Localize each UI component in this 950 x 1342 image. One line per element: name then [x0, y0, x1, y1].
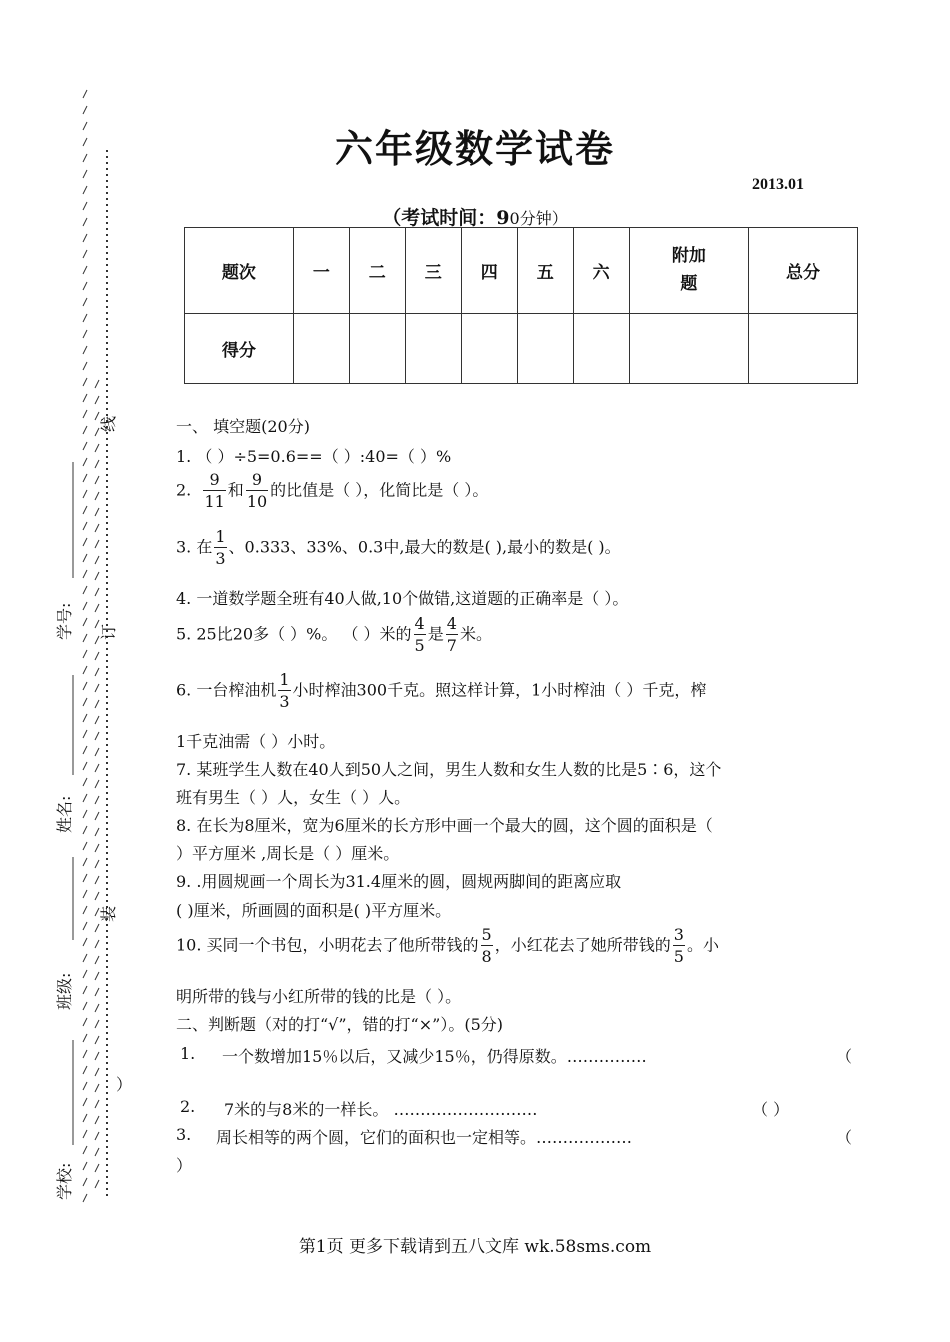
binding-slash — [83, 650, 87, 658]
binding-slash — [83, 666, 87, 674]
score-header: 五 — [517, 228, 573, 314]
class-label: 班级: — [55, 972, 74, 1010]
binding-slash — [83, 682, 87, 690]
binding-slash — [83, 1002, 87, 1010]
binding-slash — [83, 826, 87, 834]
score-header: 题次 — [185, 228, 294, 314]
binding-slash — [83, 346, 87, 354]
question-8-line2: ）平方厘米 ,周长是（ ）厘米。 — [176, 844, 400, 863]
score-cell[interactable] — [573, 314, 629, 384]
binding-slash — [83, 698, 87, 706]
section2-heading: 二、判断题（对的打“√”，错的打“×”）。(5分) — [176, 1015, 503, 1034]
binding-slash — [95, 956, 99, 964]
score-cell[interactable] — [461, 314, 517, 384]
binding-slash — [83, 1162, 87, 1170]
binding-slash — [95, 796, 99, 804]
binding-slash — [83, 746, 87, 754]
score-header: 三 — [405, 228, 461, 314]
question-3: 3. 在 $\frac{1}{3}$ 、0.333、33%、0.3中,最大的数是( ),最小的数是( )。 — [176, 527, 621, 568]
binding-slash — [83, 730, 87, 738]
binding-slash — [83, 538, 87, 546]
binding-slash — [83, 1082, 87, 1090]
binding-slash — [83, 938, 87, 946]
binding-slash — [83, 1114, 87, 1122]
binding-slash — [95, 556, 99, 564]
binding-slash — [83, 394, 87, 402]
page-title: 六年级数学试卷 — [334, 127, 615, 171]
binding-slash — [95, 380, 99, 388]
binding-slash — [95, 812, 99, 820]
binding-slash — [95, 732, 99, 740]
binding-slash — [83, 858, 87, 866]
score-header: 六 — [573, 228, 629, 314]
binding-slash — [83, 522, 87, 530]
binding-slash — [83, 906, 87, 914]
binding-margin — [0, 0, 133, 1342]
binding-slash — [83, 410, 87, 418]
question-9: 9. .用圆规画一个周长为31.4厘米的圆，圆规两脚间的距离应取 — [176, 872, 622, 891]
binding-slash — [83, 506, 87, 514]
fraction: $\frac{4}{5}$ — [414, 614, 425, 655]
binding-slash — [95, 540, 99, 548]
binding-slash — [95, 1148, 99, 1156]
binding-slash — [83, 794, 87, 802]
judge-item-1-bracket: （ — [836, 1047, 853, 1066]
binding-slash — [83, 250, 87, 258]
binding-slash — [83, 778, 87, 786]
binding-slash — [95, 460, 99, 468]
score-header: 一 — [293, 228, 349, 314]
binding-slash — [95, 844, 99, 852]
binding-slash — [95, 924, 99, 932]
binding-slash — [83, 634, 87, 642]
binding-slash — [95, 716, 99, 724]
name-label: 姓名: — [55, 795, 74, 833]
exam-time: （考试时间：90分钟） — [382, 207, 568, 229]
binding-slash — [83, 474, 87, 482]
student-id-label: 学号: — [55, 602, 74, 640]
question-9-line2: ( )厘米，所画圆的面积是( )平方厘米。 — [176, 901, 452, 920]
binding-slash — [83, 1194, 87, 1202]
binding-slash — [95, 1052, 99, 1060]
binding-slash — [83, 586, 87, 594]
binding-slash — [83, 458, 87, 466]
binding-slash — [95, 1020, 99, 1028]
binding-slash — [95, 1116, 99, 1124]
judge-item-2-text: 7米的与8米的一样长。 ……………………… — [224, 1100, 538, 1119]
binding-slash — [95, 876, 99, 884]
judge-item-3-bracket: （ — [836, 1128, 853, 1147]
score-cell[interactable] — [517, 314, 573, 384]
judge-item-3-num: 3. — [176, 1125, 192, 1144]
fraction: $\frac{5}{8}$ — [481, 925, 492, 966]
question-7-line2: 班有男生（ ）人，女生（ ）人。 — [176, 788, 411, 807]
binding-slash — [83, 922, 87, 930]
question-8: 8. 在长为8厘米，宽为6厘米的长方形中画一个最大的圆，这个圆的面积是（ — [176, 816, 713, 835]
question-10: 10. 买同一个书包，小明花去了他所带钱的 $\frac{5}{8}$ ，小红花去了她所带钱的 $\frac{3}{5}$ 。小 — [176, 925, 719, 966]
binding-slash — [83, 330, 87, 338]
binding-slash — [83, 1178, 87, 1186]
binding-slash — [95, 1036, 99, 1044]
binding-slash — [83, 1098, 87, 1106]
question-4: 4. 一道数学题全班有40人做,10个做错,这道题的正确率是（ ）。 — [176, 589, 629, 608]
binding-slash — [95, 988, 99, 996]
binding-slash — [83, 954, 87, 962]
binding-slash — [95, 396, 99, 404]
binding-slash — [95, 1180, 99, 1188]
binding-slash — [95, 780, 99, 788]
score-row-label: 得分 — [185, 314, 294, 384]
binding-slash — [95, 940, 99, 948]
binding-slash — [95, 892, 99, 900]
binding-slash — [83, 1130, 87, 1138]
binding-slash — [95, 444, 99, 452]
fraction: $\frac{1}{3}$ — [215, 527, 226, 568]
binding-slash — [83, 618, 87, 626]
binding-slash — [95, 828, 99, 836]
binding-slash — [83, 282, 87, 290]
fraction: $\frac{4}{7}$ — [446, 614, 457, 655]
binding-slash — [83, 762, 87, 770]
binding-slash — [83, 106, 87, 114]
binding-slash — [95, 1084, 99, 1092]
fraction: $\frac{3}{5}$ — [673, 925, 684, 966]
binding-slash — [95, 508, 99, 516]
score-table — [184, 227, 858, 384]
binding-slash — [83, 714, 87, 722]
question-1: 1. （ ）÷5=0.6==（ ）:40=（ ）% — [176, 447, 452, 466]
judge-item-1-text: 一个数增加15％以后，又减少15％，仍得原数。…………… — [222, 1047, 647, 1066]
binding-slash — [83, 1018, 87, 1026]
binding-slash — [95, 684, 99, 692]
score-header: 总分 — [749, 228, 858, 314]
binding-slash — [95, 492, 99, 500]
binding-slash — [83, 1034, 87, 1042]
binding-slash — [95, 860, 99, 868]
binding-slash — [83, 442, 87, 450]
binding-slash — [83, 970, 87, 978]
binding-slash — [95, 652, 99, 660]
binding-slash — [83, 266, 87, 274]
binding-slash — [83, 378, 87, 386]
binding-slash — [83, 986, 87, 994]
binding-slash — [83, 1146, 87, 1154]
binding-slash — [83, 890, 87, 898]
binding-slash — [95, 588, 99, 596]
judge-item-2-num: 2. — [180, 1097, 196, 1116]
binding-slash — [95, 668, 99, 676]
judge-item-1-num: 1. — [180, 1044, 196, 1063]
binding-slash — [95, 524, 99, 532]
binding-slash — [83, 490, 87, 498]
question-10-line2: 明所带的钱与小红所带的钱的比是（ ）。 — [176, 987, 462, 1006]
binding-slash — [83, 1050, 87, 1058]
binding-slash — [83, 1066, 87, 1074]
binding-line-label: 线 — [99, 415, 118, 432]
question-5: 5. 25比20多（ ）%。 （ ）米的 $\frac{4}{5}$ 是 $\frac{4}{7}$ 米。 — [176, 614, 492, 655]
judge-item-1-close: ） — [116, 1075, 133, 1094]
binding-slash — [83, 554, 87, 562]
score-cell[interactable] — [349, 314, 405, 384]
section1-heading: 一、 填空题(20分) — [176, 417, 310, 436]
score-header: 四 — [461, 228, 517, 314]
binding-slash — [83, 426, 87, 434]
binding-slash — [83, 314, 87, 322]
binding-slash — [95, 748, 99, 756]
binding-slash — [83, 234, 87, 242]
binding-slash — [83, 874, 87, 882]
binding-slash — [83, 842, 87, 850]
binding-zhuang-label: 装 — [99, 905, 118, 922]
binding-slash — [95, 604, 99, 612]
score-cell[interactable] — [749, 314, 858, 384]
question-6-line2: 1千克油需（ ）小时。 — [176, 732, 336, 751]
binding-slash — [95, 1068, 99, 1076]
judge-item-3-close: ） — [176, 1156, 193, 1175]
binding-slash — [95, 572, 99, 580]
binding-slash — [95, 1100, 99, 1108]
binding-slash — [95, 1164, 99, 1172]
binding-slash — [83, 570, 87, 578]
school-label: 学校: — [55, 1162, 74, 1200]
score-header — [629, 228, 748, 314]
score-cell[interactable] — [629, 314, 748, 384]
question-6: 6. 一台榨油机 $\frac{1}{3}$ 小时榨油300千克。照这样计算，1小时榨油（ ）千克，榨 — [176, 670, 707, 711]
binding-slash — [83, 602, 87, 610]
binding-slash — [83, 810, 87, 818]
fraction: $\frac{1}{3}$ — [279, 670, 290, 711]
exam-date: 2013.01 — [752, 176, 804, 193]
binding-slash — [95, 764, 99, 772]
binding-slash — [95, 700, 99, 708]
page-footer: 第1页 更多下载请到五八文库 wk.58sms.com — [298, 1237, 652, 1257]
score-header: 二 — [349, 228, 405, 314]
score-cell[interactable] — [405, 314, 461, 384]
binding-slash — [95, 476, 99, 484]
binding-slash — [95, 1132, 99, 1140]
judge-item-2-bracket: （ ） — [752, 1100, 790, 1119]
binding-slash — [95, 972, 99, 980]
judge-item-3-text: 周长相等的两个圆，它们的面积也一定相等。……………… — [216, 1128, 633, 1147]
binding-slash — [83, 186, 87, 194]
fraction: $\frac{9}{10}$ — [246, 470, 268, 511]
binding-slash — [83, 298, 87, 306]
binding-ding-label: 订 — [99, 623, 118, 640]
score-header-extra: 附加题 — [671, 246, 706, 294]
binding-slash — [83, 362, 87, 370]
binding-slash — [83, 90, 87, 98]
fraction: $\frac{9}{11}$ — [204, 470, 225, 511]
question-7: 7. 某班学生人数在40人到50人之间，男生人数和女生人数的比是5∶6，这个 — [176, 760, 722, 779]
score-cell[interactable] — [293, 314, 349, 384]
binding-slash — [95, 1004, 99, 1012]
question-2: 2. $\frac{9}{11}$ 和 $\frac{9}{10}$ 的比值是（ ），化简比是（ ）。 — [176, 470, 489, 511]
